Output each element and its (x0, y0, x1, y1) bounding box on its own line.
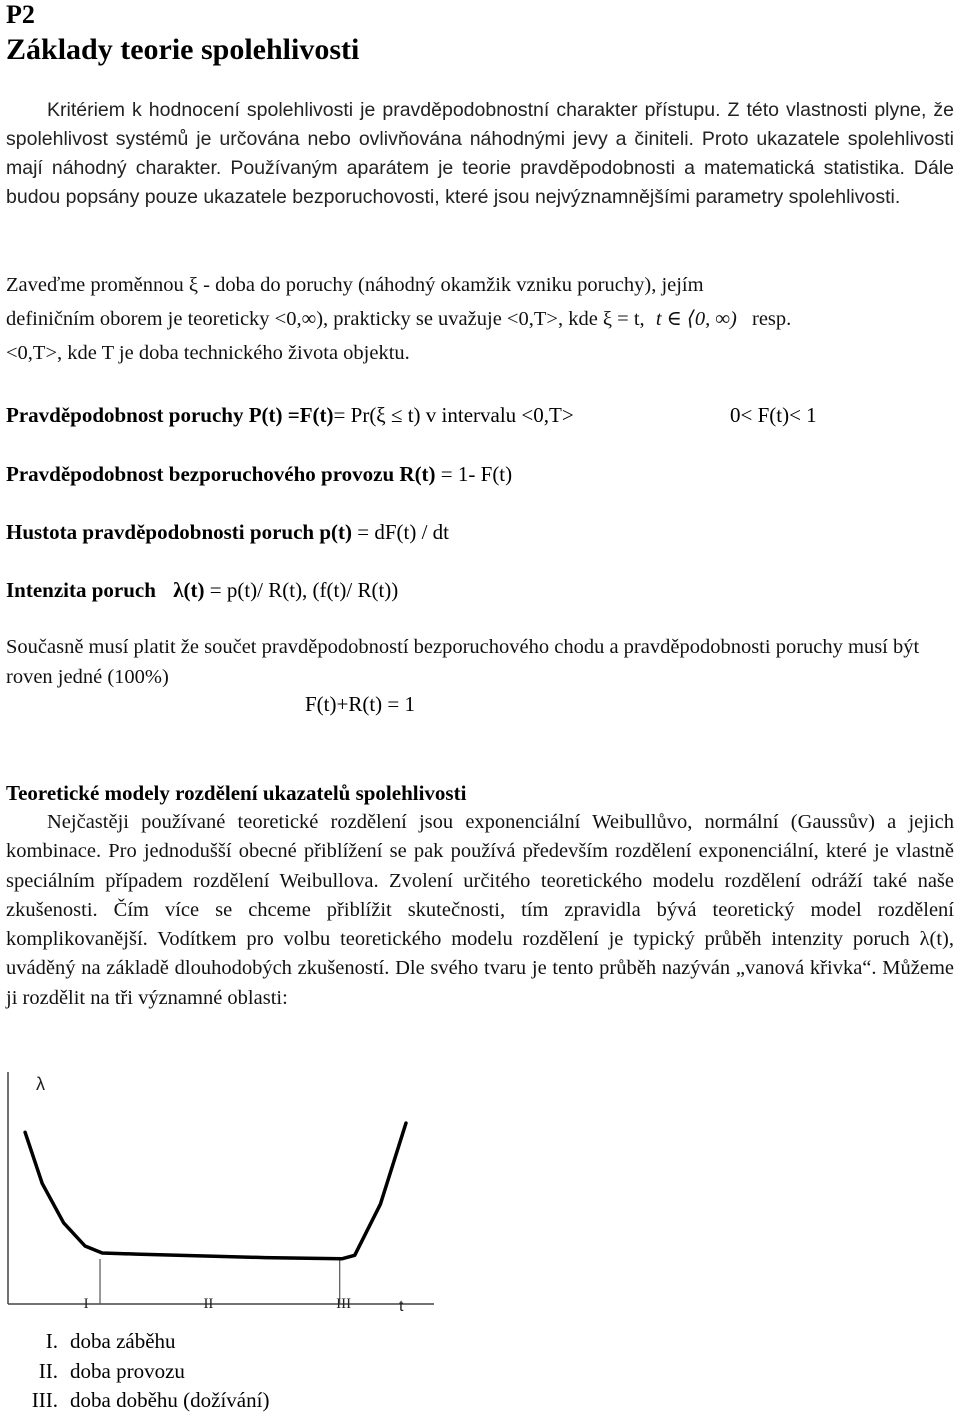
variable-line-1: Zaveďme proměnnou ξ - doba do poruchy (náhodný okamžik vzniku poruchy), jejím (6, 274, 704, 296)
legend-item (18, 1386, 269, 1416)
region-label: III (336, 1296, 352, 1312)
chapter-title: Základy teorie spolehlivosti (6, 33, 360, 66)
legend-text: doba provozu (70, 1358, 185, 1383)
variable-line-2 (6, 302, 954, 336)
definition-density (6, 517, 954, 547)
definition-density-rest: = dF(t) / dt (357, 520, 449, 544)
sum-formula: F(t)+R(t) = 1 (304, 692, 415, 716)
definition-reliability (6, 459, 954, 489)
models-text: Nejčastěji používané teoretické rozdělení jsou exponenciální Weibullůvo, normální (Gaussův) a jejich kombinace. Pro jednodušší obecné přiblížení se pak používá především rozdělení exponenciální, které je vlastně speciálním případem rozdělení Weibullova. Zvolení určitého teoretického modelu rozdělení odráží také naše zkušenosti. Čím více se chceme přiblížit skutečnosti, tím zpravidla bývá teoretický model rozdělení komplikovanější. Vodítkem pro volbu teoretického modelu rozdělení je typický průběh intenzity poruch λ(t), uváděný na základě dlouhodobých zkušeností. Dle svého tvaru je tento průběh nazýván „vanová křivka“. Můžeme ji rozdělit na tři významné oblasti: (6, 811, 954, 1009)
definition-failure-rest: = Pr(ξ ≤ t) v intervalu <0,T> (333, 403, 574, 427)
definition-intensity-label: Intenzita poruch (6, 578, 156, 602)
definition-failure-probability (6, 400, 954, 430)
definition-reliability-label: Pravděpodobnost bezporuchového provozu R(t) (6, 462, 436, 486)
definition-reliability-rest: = 1- F(t) (440, 462, 513, 486)
intro-text: Kritériem k hodnocení spolehlivosti je pravděpodobnostní charakter přístupu. Z této vlastnosti plyne, že spolehlivost systémů je určována nebo ovlivňována náhodnými jevy a činiteli. Proto ukazatele spolehlivosti mají náhodný charakter. Používaným aparátem je teorie pravděpodobnosti a matematická statistika. Dále budou popsány pouze ukazatele bezporuchovosti, které jsou nejvýznamnějšími parametry spolehlivosti. (6, 99, 954, 208)
legend-item (18, 1327, 269, 1357)
variable-line-2-resp: resp. (752, 308, 792, 330)
sum-paragraph: Současně musí platit že součet pravděpodobností bezporuchového chodu a pravděpodobnosti poruchy musí být roven jedné (100%) (6, 636, 920, 688)
legend-text: doba doběhu (dožívání) (70, 1388, 270, 1412)
legend-number: III. (31, 1388, 58, 1412)
definition-failure-range: 0< F(t)< 1 (730, 403, 817, 427)
legend-number: I. (45, 1329, 58, 1353)
region-label: II (203, 1296, 214, 1312)
definition-intensity-rest: = p(t)/ R(t), (f(t)/ R(t)) (209, 578, 399, 602)
intro-paragraph (6, 96, 954, 212)
x-axis-label: t (399, 1298, 404, 1315)
phase-legend (18, 1327, 269, 1416)
domain-formula: t ∈ ⟨0, ∞) (655, 308, 737, 330)
bathtub-curve-chart (6, 1052, 436, 1322)
definition-density-label: Hustota pravděpodobnosti poruch p(t) (6, 520, 352, 544)
variable-line-2-text: definičním oborem je teoreticky <0,∞), prakticky se uvažuje <0,T>, kde ξ = t, (6, 308, 645, 330)
variable-paragraph (6, 268, 954, 370)
definition-intensity-lambda: λ(t) (173, 578, 205, 602)
chapter-number: P2 (6, 0, 35, 29)
legend-text: doba záběhu (70, 1329, 176, 1353)
definition-failure-label: Pravděpodobnost poruchy P(t) =F(t) (6, 403, 334, 427)
section-heading: Teoretické modely rozdělení ukazatelů spolehlivosti (6, 781, 467, 805)
region-label: I (83, 1296, 89, 1312)
y-axis-label: λ (36, 1074, 45, 1094)
definition-intensity (6, 575, 954, 605)
legend-number: II. (38, 1358, 58, 1383)
variable-line-3: <0,T>, kde T je doba technického života objektu. (6, 342, 410, 364)
models-paragraph (6, 808, 954, 1013)
legend-item (18, 1357, 269, 1387)
bathtub-curve-line (25, 1123, 406, 1259)
